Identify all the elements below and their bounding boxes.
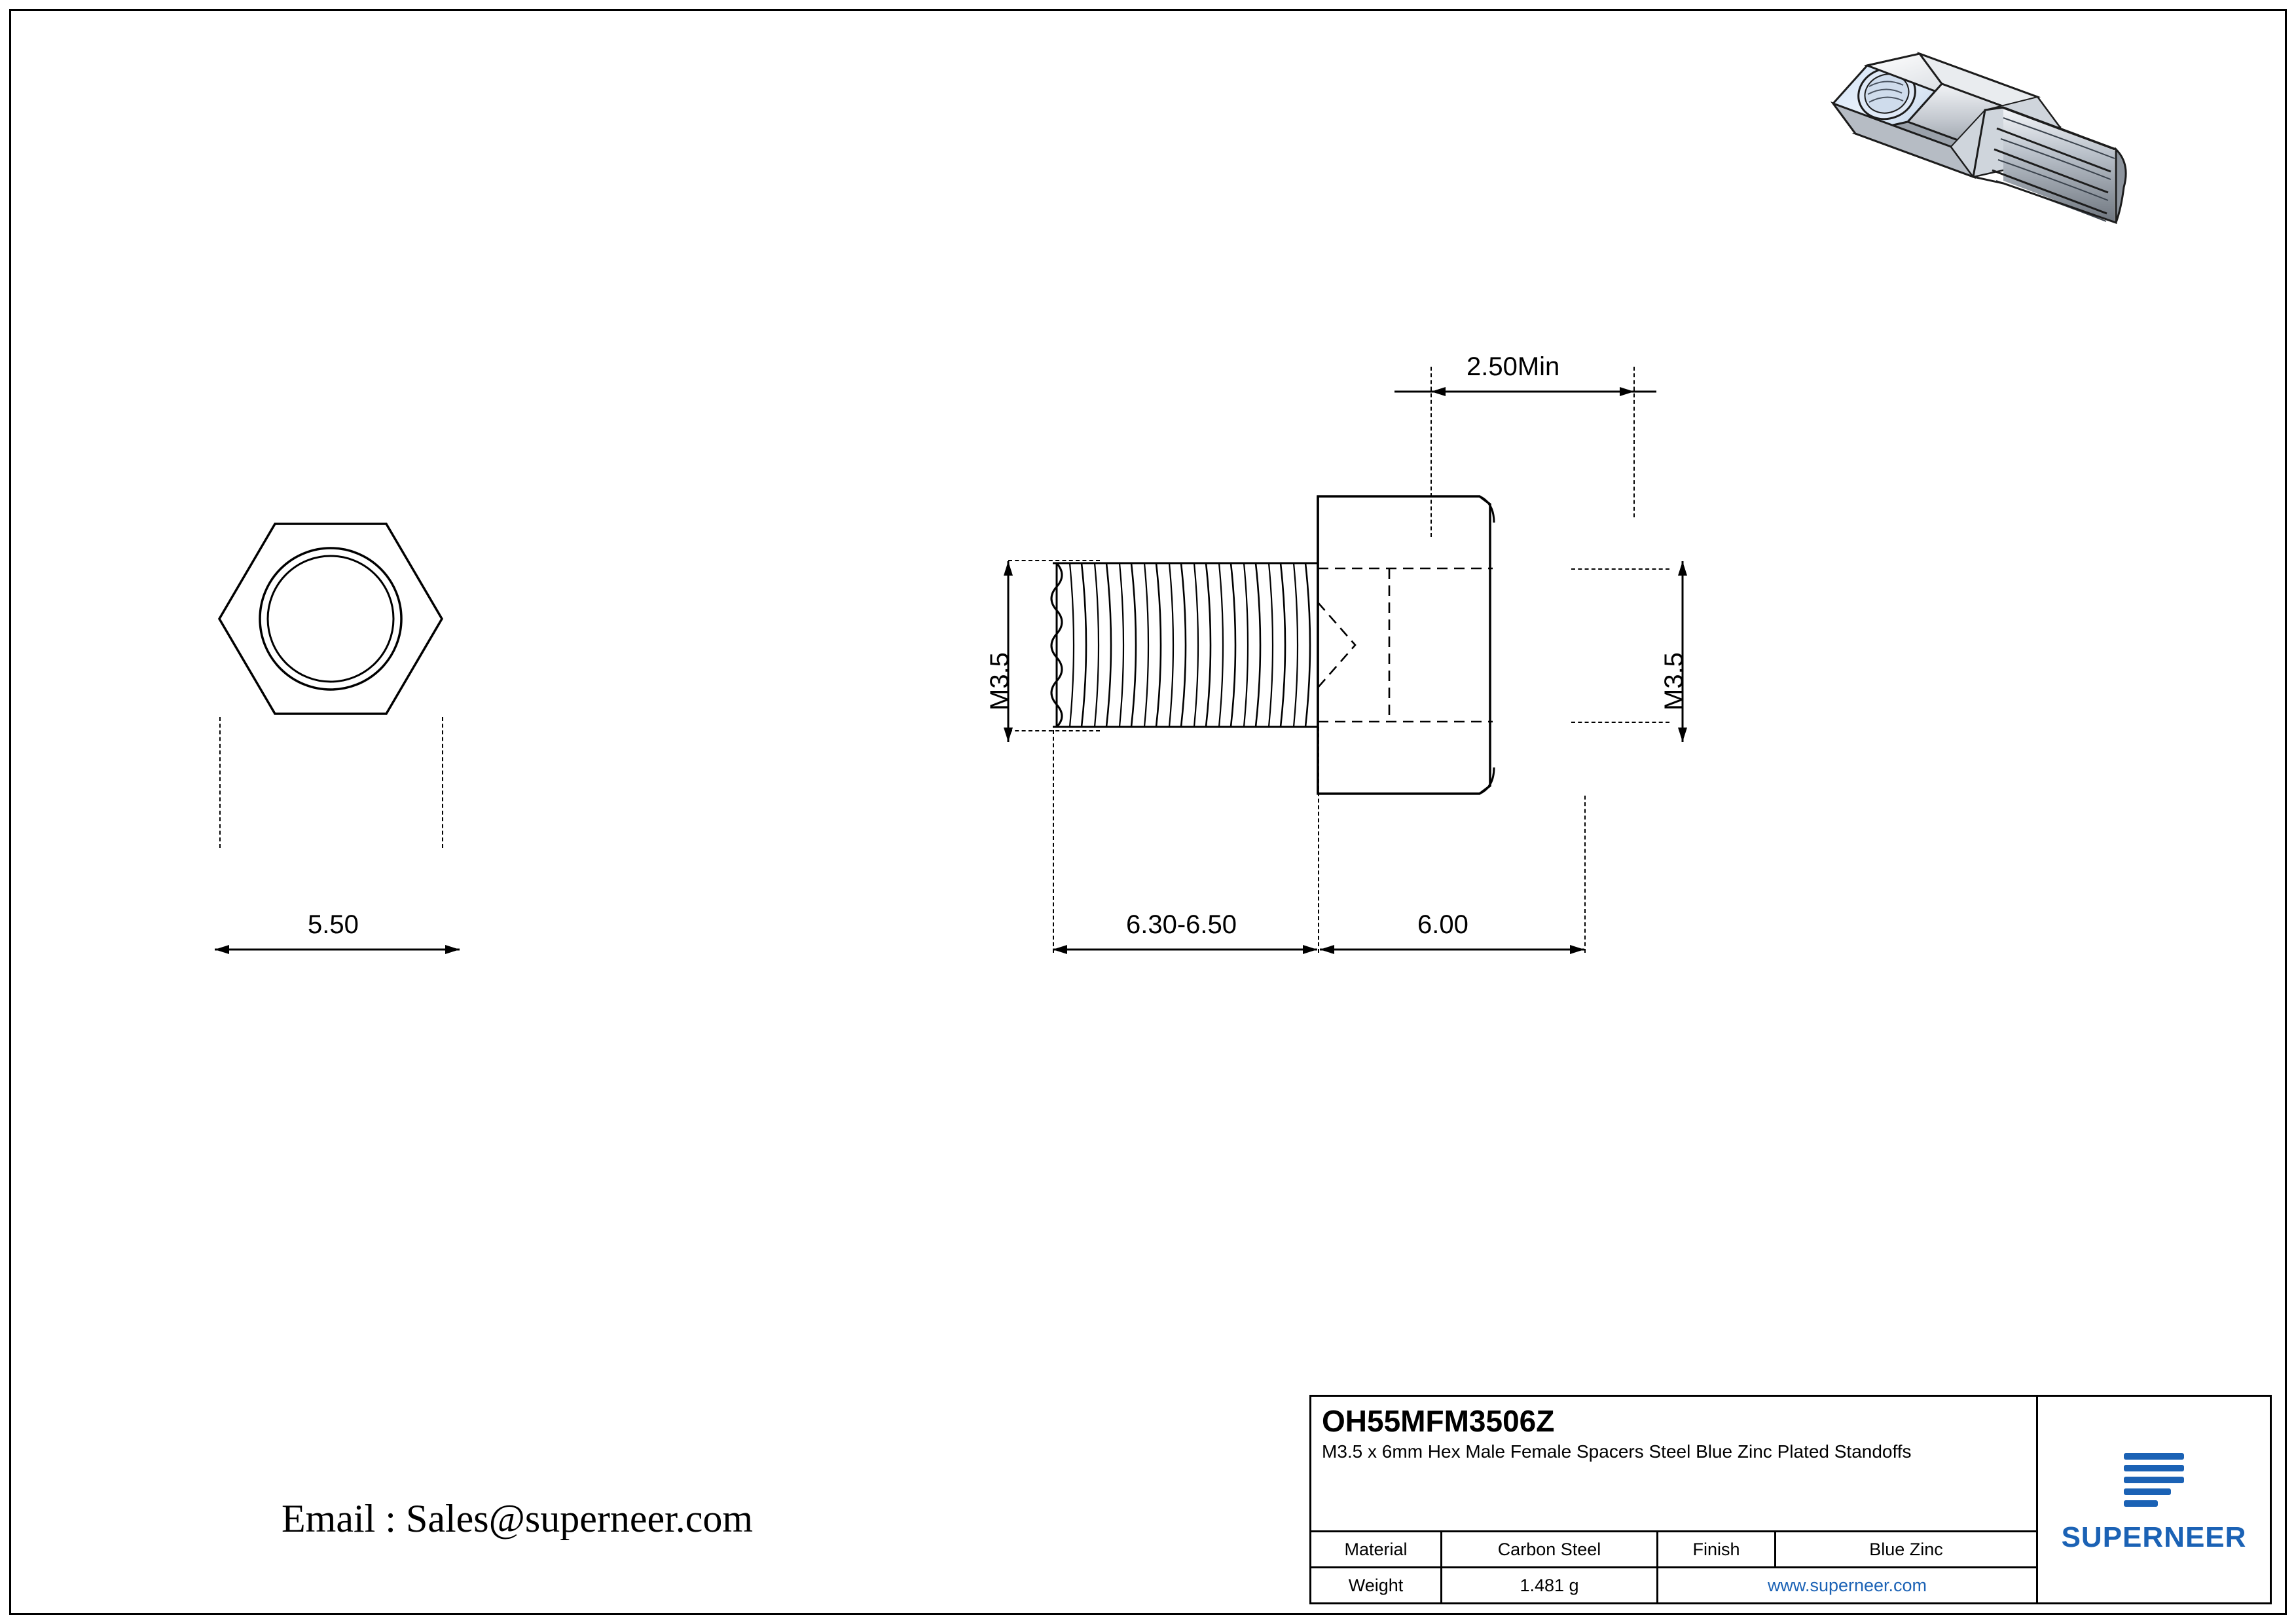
weight-value: 1.481 g xyxy=(1442,1568,1658,1602)
dim-male-length: 6.30-6.50 xyxy=(1126,910,1237,939)
dim-male-thread: M3.5 xyxy=(985,652,1014,710)
title-block xyxy=(1309,1395,2272,1604)
dim-thread-depth: 2.50Min xyxy=(1467,352,1560,381)
extension-line-b1 xyxy=(1053,730,1054,953)
dimension-line-width xyxy=(203,936,478,963)
brand-name: SUPERNEER xyxy=(2061,1521,2247,1553)
end-view-svg xyxy=(151,485,556,851)
extension-line-b3 xyxy=(1584,796,1586,953)
contact-email: Email : Sales@superneer.com xyxy=(282,1497,754,1540)
brand-block xyxy=(2038,1397,2270,1602)
dimension-line-male-length xyxy=(1048,936,1322,963)
extension-line-f-bottom xyxy=(1571,722,1669,723)
dim-hex-width: 5.50 xyxy=(308,910,359,939)
side-view-svg xyxy=(1028,485,1879,851)
finish-value: Blue Zinc xyxy=(1869,1539,1943,1559)
dim-female-thread: M3.5 xyxy=(1660,652,1688,710)
material-value: Carbon Steel xyxy=(1442,1532,1658,1566)
superneer-logo-icon xyxy=(2115,1445,2193,1517)
dimension-line-male-thread xyxy=(989,553,1028,750)
weight-label: Weight xyxy=(1311,1568,1442,1602)
material-row xyxy=(1311,1530,2036,1566)
finish-label: Finish xyxy=(1658,1532,1776,1566)
extension-line-b2 xyxy=(1318,727,1319,953)
extension-line-left xyxy=(219,717,221,848)
part-description: M3.5 x 6mm Hex Male Female Spacers Steel Blue Zinc Plated Standoffs xyxy=(1322,1441,1912,1462)
dimension-line-female-thread xyxy=(1663,553,1702,750)
extension-line-m-bottom xyxy=(1008,730,1100,731)
title-block-left xyxy=(1311,1397,2038,1602)
weight-row xyxy=(1311,1566,2036,1602)
website-link[interactable]: www.superneer.com xyxy=(1767,1575,1927,1595)
isometric-svg xyxy=(1807,26,2265,367)
extension-line-m-top xyxy=(1008,560,1100,561)
isometric-render xyxy=(1807,26,2265,367)
part-code: OH55MFM3506Z xyxy=(1322,1404,1555,1438)
dimension-line-body-length xyxy=(1315,936,1590,963)
dimension-line-depth xyxy=(1388,378,1663,405)
material-label: Material xyxy=(1311,1532,1442,1566)
extension-line-right xyxy=(442,717,443,848)
dim-body-length: 6.00 xyxy=(1417,910,1468,939)
extension-line-f-top xyxy=(1571,568,1669,570)
